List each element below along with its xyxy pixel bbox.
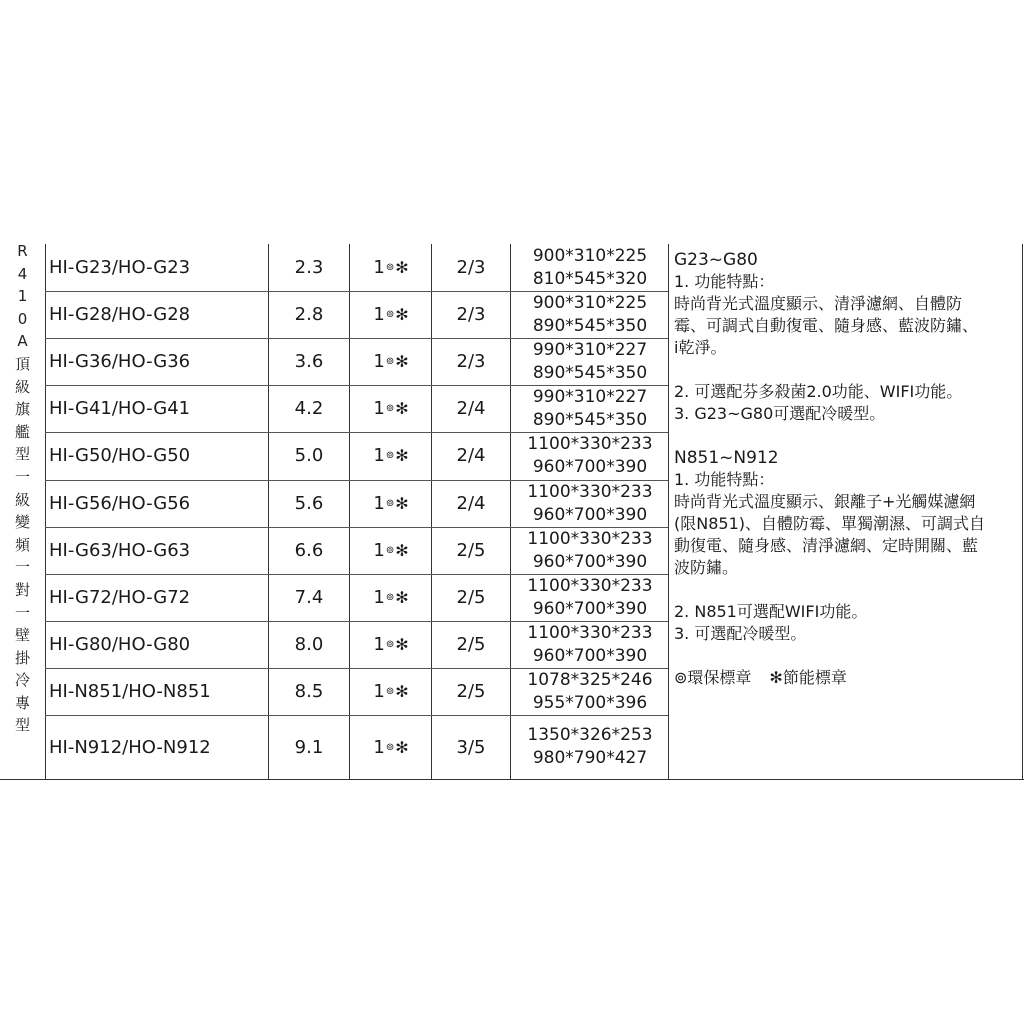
eco-mark-icon: ⊚ <box>385 686 395 697</box>
units-cell: 2/4 <box>456 445 486 466</box>
eco-mark-icon: ⊚ <box>385 403 395 414</box>
series-label-char: 頻 <box>14 535 30 554</box>
eco-mark-icon: ⊚ <box>385 498 395 509</box>
marks-cell <box>351 668 431 715</box>
capacity-cell: 8.5 <box>294 681 324 702</box>
grade-value: 1 <box>373 304 385 325</box>
indoor-dimensions: 1100*330*233 <box>527 481 653 502</box>
series-label-char: 級 <box>14 490 30 509</box>
units-cell: 3/5 <box>456 736 486 758</box>
indoor-dimensions: 1100*330*233 <box>527 528 653 549</box>
note-line: 3. 可選配冷暖型。 <box>674 624 807 643</box>
table-row <box>0 432 670 479</box>
series-label-char: 對 <box>14 580 30 599</box>
series-label-char: 4 <box>17 264 28 283</box>
note-line: i乾淨。 <box>674 338 727 357</box>
note-line: 波防鏽。 <box>674 558 739 577</box>
outdoor-dimensions: 960*700*390 <box>532 504 648 525</box>
outdoor-dimensions: 890*545*350 <box>532 362 648 383</box>
eco-mark-icon: ⊚ <box>385 356 395 367</box>
model-cell: HI-G63/HO-G63 <box>49 540 191 561</box>
marks-cell <box>351 621 431 668</box>
units-cell: 2/3 <box>456 304 486 325</box>
units-cell: 2/4 <box>456 493 486 514</box>
model-cell: HI-G72/HO-G72 <box>49 587 191 608</box>
model-cell: HI-G56/HO-G56 <box>49 493 191 514</box>
marks-cell <box>351 715 431 779</box>
table-row <box>0 574 670 621</box>
energy-mark-icon: ✻ <box>395 258 409 277</box>
eco-mark-icon: ⊚ <box>385 450 395 461</box>
dimensions-cell <box>512 385 668 432</box>
series-label-char: 型 <box>14 445 30 464</box>
model-cell: HI-G50/HO-G50 <box>49 445 191 466</box>
dimensions-cell <box>512 715 668 779</box>
group1-title: G23~G80 <box>674 250 758 270</box>
capacity-cell: 2.3 <box>294 257 324 278</box>
units-cell: 2/3 <box>456 257 486 278</box>
grade-value: 1 <box>373 351 385 372</box>
marks-cell <box>351 480 431 527</box>
outdoor-dimensions: 890*545*350 <box>532 409 648 430</box>
energy-mark-icon: ✻ <box>395 399 409 418</box>
dimensions-cell <box>512 432 668 479</box>
series-label-char: 頂 <box>14 354 30 373</box>
dimensions-cell <box>512 621 668 668</box>
table-row <box>0 668 670 715</box>
outdoor-dimensions: 810*545*320 <box>532 268 648 289</box>
note-line: 動復電、隨身感、清淨濾網、定時開關、藍 <box>674 536 979 555</box>
indoor-dimensions: 990*310*227 <box>532 339 648 360</box>
units-cell: 2/5 <box>456 540 486 561</box>
note-line: 霉、可調式自動復電、隨身感、藍波防鏽、 <box>674 316 979 335</box>
table-row <box>0 715 670 779</box>
energy-mark-icon: ✻ <box>395 682 409 701</box>
eco-mark-icon: ⊚ <box>385 741 395 753</box>
dimensions-cell <box>512 291 668 338</box>
energy-mark-icon: ✻ <box>395 737 409 757</box>
marks-cell <box>351 291 431 338</box>
energy-label-legend: ✻節能標章 <box>769 668 847 687</box>
marks-cell <box>351 244 431 291</box>
note-line: 時尚背光式溫度顯示、銀離子+光觸媒濾網 <box>674 492 976 511</box>
note-line: 1. 功能特點： <box>674 272 775 291</box>
series-label-char: 冷 <box>14 671 30 690</box>
series-label-char: R <box>17 242 28 260</box>
outdoor-dimensions: 980*790*427 <box>532 748 648 768</box>
table-bottom-border <box>0 779 1024 780</box>
series-label-char: 0 <box>17 309 28 328</box>
mark-legend <box>674 667 1022 689</box>
capacity-cell: 6.6 <box>294 540 324 561</box>
series-label-char: 一 <box>14 603 30 622</box>
eco-mark-icon: ⊚ <box>385 262 395 273</box>
units-cell: 2/4 <box>456 398 486 419</box>
capacity-cell: 4.2 <box>294 398 324 419</box>
outdoor-dimensions: 890*545*350 <box>532 315 648 336</box>
table-row <box>0 527 670 574</box>
series-label-char: 一 <box>14 558 30 577</box>
indoor-dimensions: 900*310*225 <box>532 292 648 313</box>
dimensions-cell <box>512 338 668 385</box>
energy-mark-icon: ✻ <box>395 541 409 560</box>
units-cell: 2/5 <box>456 634 486 655</box>
grade-value: 1 <box>373 587 385 608</box>
outdoor-dimensions: 960*700*390 <box>532 456 648 477</box>
energy-mark-icon: ✻ <box>395 352 409 371</box>
series-label-char: A <box>17 332 28 351</box>
note-line: 時尚背光式溫度顯示、清淨濾網、自體防 <box>674 294 963 313</box>
indoor-dimensions: 900*310*225 <box>532 245 648 266</box>
dimensions-cell <box>512 244 668 291</box>
outdoor-dimensions: 960*700*390 <box>532 645 648 666</box>
note-line: 1. 功能特點： <box>674 470 775 489</box>
grade-value: 1 <box>373 398 385 419</box>
eco-mark-icon: ⊚ <box>385 309 395 320</box>
dimensions-cell <box>512 527 668 574</box>
units-cell: 2/5 <box>456 587 486 608</box>
energy-mark-icon: ✻ <box>395 635 409 654</box>
feature-notes <box>674 249 1022 689</box>
eco-label-legend: ⊚環保標章 <box>674 668 752 687</box>
marks-cell <box>351 385 431 432</box>
marks-cell <box>351 527 431 574</box>
group2-title: N851~N912 <box>674 448 779 468</box>
capacity-cell: 8.0 <box>294 634 324 655</box>
capacity-cell: 2.8 <box>294 304 324 325</box>
dimensions-cell <box>512 574 668 621</box>
table-row <box>0 244 670 291</box>
marks-cell <box>351 432 431 479</box>
series-label-char: 專 <box>14 693 30 712</box>
table-row <box>0 385 670 432</box>
grid-line <box>1022 244 1023 780</box>
model-cell: HI-G23/HO-G23 <box>49 257 191 278</box>
grade-value: 1 <box>373 445 385 466</box>
eco-mark-icon: ⊚ <box>385 639 395 650</box>
energy-mark-icon: ✻ <box>395 446 409 465</box>
model-cell: HI-G36/HO-G36 <box>49 351 191 372</box>
dimensions-cell <box>512 480 668 527</box>
note-line: 2. N851可選配WIFI功能。 <box>674 602 868 621</box>
eco-mark-icon: ⊚ <box>385 545 395 556</box>
series-label-char: 級 <box>14 377 30 396</box>
indoor-dimensions: 1100*330*233 <box>527 622 653 643</box>
table-row <box>0 621 670 668</box>
marks-cell <box>351 338 431 385</box>
series-label-char: 壁 <box>14 626 30 645</box>
spec-table <box>0 244 1024 780</box>
energy-mark-icon: ✻ <box>395 305 409 324</box>
indoor-dimensions: 1100*330*233 <box>527 433 653 454</box>
series-label-char: 1 <box>17 287 28 306</box>
grade-value: 1 <box>373 736 385 758</box>
table-row <box>0 338 670 385</box>
table-row <box>0 291 670 338</box>
grade-value: 1 <box>373 634 385 655</box>
model-cell: HI-N851/HO-N851 <box>49 681 211 702</box>
outdoor-dimensions: 960*700*390 <box>532 598 648 619</box>
indoor-dimensions: 990*310*227 <box>532 386 648 407</box>
indoor-dimensions: 1100*330*233 <box>527 575 653 596</box>
model-cell: HI-G28/HO-G28 <box>49 304 191 325</box>
grade-value: 1 <box>373 540 385 561</box>
model-cell: HI-N912/HO-N912 <box>49 736 211 758</box>
note-line: (限N851)、自體防霉、單獨潮濕、可調式自 <box>674 514 985 533</box>
eco-mark-icon: ⊚ <box>385 592 395 603</box>
grade-value: 1 <box>373 257 385 278</box>
grade-value: 1 <box>373 493 385 514</box>
note-line: 3. G23~G80可選配冷暖型。 <box>674 404 886 423</box>
marks-cell <box>351 574 431 621</box>
dimensions-cell <box>512 668 668 715</box>
series-label-char: 變 <box>14 513 30 532</box>
series-label-char: 艦 <box>14 422 30 441</box>
note-line: 2. 可選配芬多殺菌2.0功能、WIFI功能。 <box>674 382 963 401</box>
grade-value: 1 <box>373 681 385 702</box>
model-cell: HI-G80/HO-G80 <box>49 634 191 655</box>
units-cell: 2/5 <box>456 681 486 702</box>
table-row <box>0 480 670 527</box>
series-label-char: 一 <box>14 467 30 486</box>
energy-mark-icon: ✻ <box>395 494 409 513</box>
units-cell: 2/3 <box>456 351 486 372</box>
capacity-cell: 7.4 <box>294 587 324 608</box>
capacity-cell: 5.6 <box>294 493 324 514</box>
capacity-cell: 9.1 <box>294 736 324 758</box>
indoor-dimensions: 1078*325*246 <box>527 669 653 690</box>
model-cell: HI-G41/HO-G41 <box>49 398 191 419</box>
capacity-cell: 3.6 <box>294 351 324 372</box>
outdoor-dimensions: 960*700*390 <box>532 551 648 572</box>
series-label-char: 旗 <box>14 400 30 419</box>
outdoor-dimensions: 955*700*396 <box>532 692 648 713</box>
capacity-cell: 5.0 <box>294 445 324 466</box>
energy-mark-icon: ✻ <box>395 588 409 607</box>
series-label-char: 掛 <box>14 648 30 667</box>
indoor-dimensions: 1350*326*253 <box>527 725 653 745</box>
series-label-char: 型 <box>14 716 30 735</box>
